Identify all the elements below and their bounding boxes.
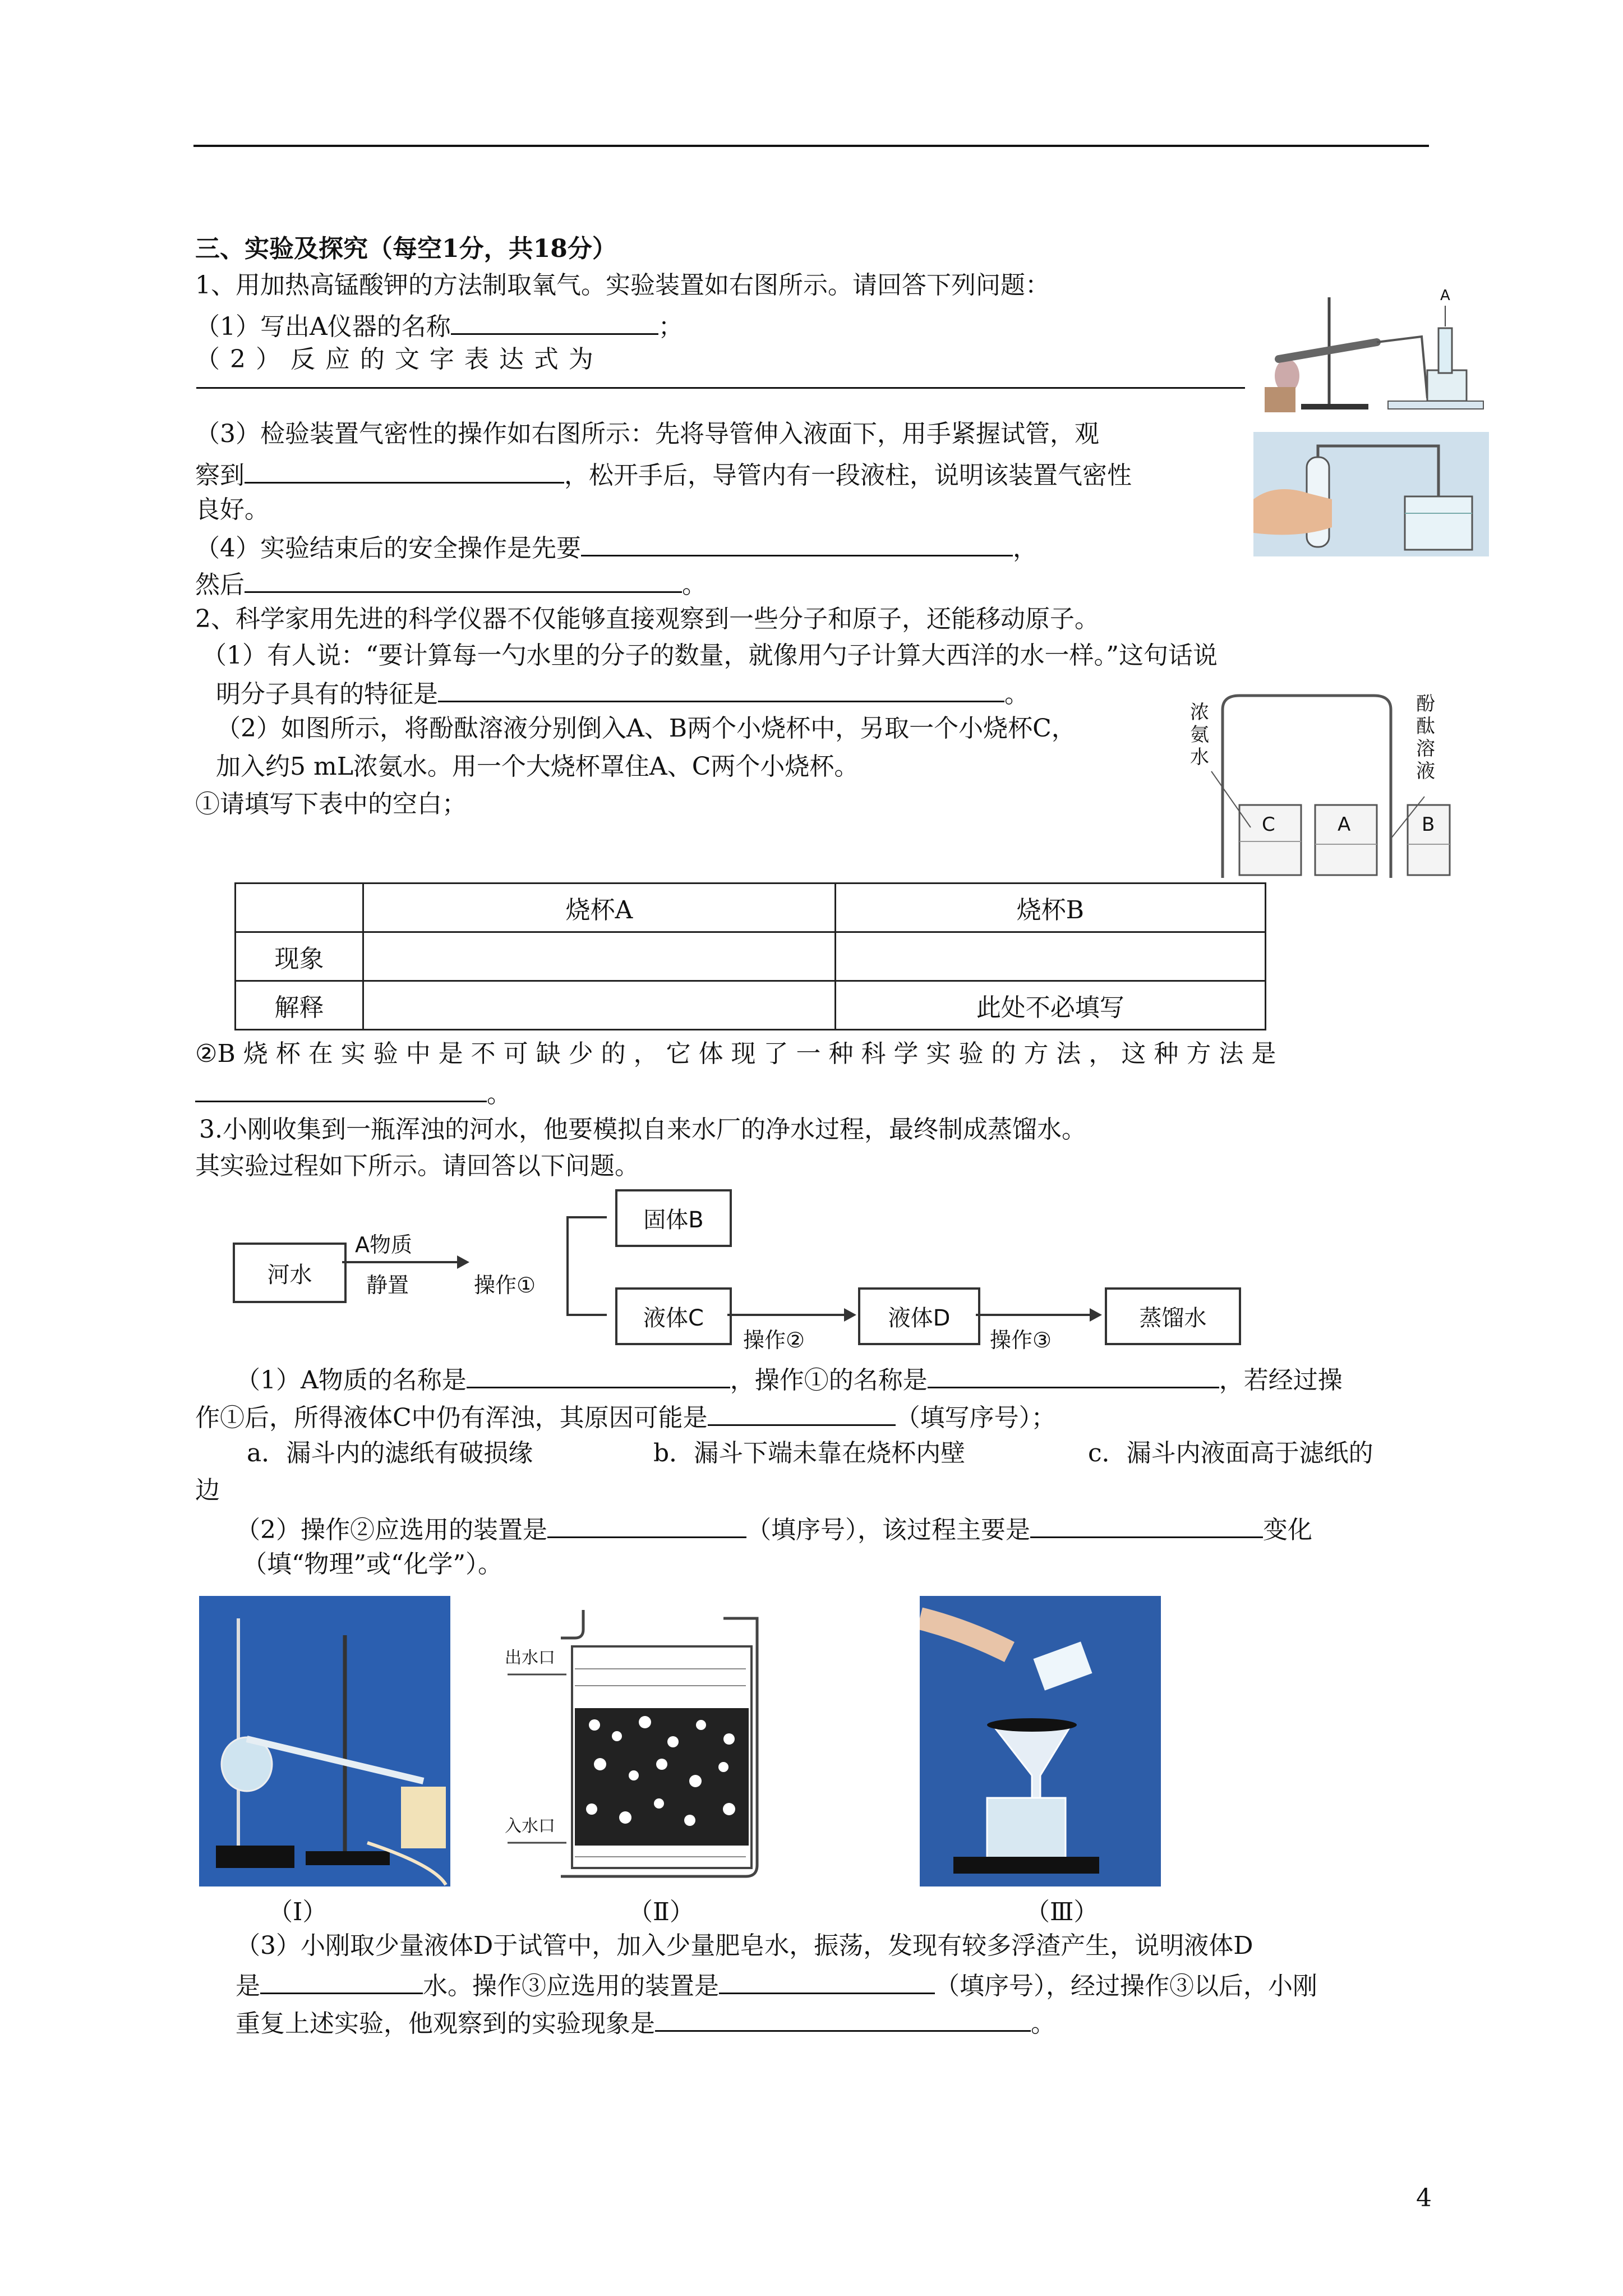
q1-part4-text: （4）实验结束后的安全操作是先要 <box>195 534 581 563</box>
filtration-drawing <box>920 1596 1161 1887</box>
flow-label-op1: 操作① <box>474 1273 536 1297</box>
q3-p2-text2: （填序号），该过程主要是 <box>746 1516 1030 1544</box>
q1-blank-4[interactable] <box>581 530 1013 556</box>
q3-p1-text2: ，操作①的名称是 <box>730 1366 928 1395</box>
section-title: 三、实验及探究（每空1分，共18分） <box>195 234 617 263</box>
q1-blank-1[interactable] <box>451 309 658 335</box>
distillation-apparatus-photo <box>199 1596 450 1887</box>
header-rule <box>193 145 1429 147</box>
q3-blank-5[interactable] <box>1030 1512 1263 1538</box>
q1-part4b-end: 。 <box>682 570 707 599</box>
q2-part3-end: 。 <box>487 1080 511 1108</box>
table-header-cell: 烧杯B <box>835 884 1265 932</box>
flow-liquid-d: 液体D <box>858 1287 980 1345</box>
apparatus-label-a: A <box>1440 287 1450 304</box>
beaker-table <box>234 882 1266 1030</box>
q2-part2-line3: ①请填写下表中的空白； <box>195 790 467 818</box>
oxygen-apparatus-drawing <box>1253 286 1489 418</box>
q2-part2-line1: （2）如图所示，将酚酞溶液分别倒入A、B两个小烧杯中，另取一个小烧杯C， <box>216 714 1076 743</box>
q3-option-c: c．漏斗内液面高于滤纸的 <box>1088 1439 1373 1467</box>
q3-p1-text3: ，若经过操 <box>1219 1366 1343 1395</box>
q1-part3-post: ，松开手后，导管内有一段液柱，说明该装置气密性 <box>564 461 1132 490</box>
q3-p2-text1: （2）操作②应选用的装置是 <box>236 1516 547 1544</box>
beaker-figure <box>1189 687 1453 881</box>
q1-part4-line2 <box>195 567 707 601</box>
flow-label-settle: 静置 <box>366 1273 409 1297</box>
q1-part1-text: （1）写出A仪器的名称 <box>195 312 451 341</box>
q3-blank-6[interactable] <box>260 1968 423 1994</box>
q3-part2-line2: （填“物理”或“化学”）。 <box>242 1550 502 1579</box>
q1-blank-3[interactable] <box>245 457 564 484</box>
airtightness-drawing <box>1253 432 1489 556</box>
q1-part3-line3: 良好。 <box>195 495 269 524</box>
q2-blank-1[interactable] <box>438 676 1004 702</box>
q1-part1-end: ； <box>658 312 683 341</box>
filtration-photo <box>920 1596 1161 1887</box>
q2-part2-line2: 加入约5 mL浓氨水。用一个大烧杯罩住A、C两个小烧杯。 <box>216 752 859 781</box>
q3-blank-4[interactable] <box>547 1512 746 1538</box>
q2-part3-line2 <box>195 1076 511 1111</box>
q3-blank-1[interactable] <box>467 1362 730 1388</box>
table-cell: 此处不必填写 <box>835 981 1265 1030</box>
q3-p1b-text2: （填写序号）； <box>895 1404 1056 1432</box>
table-cell: 解释 <box>236 981 363 1030</box>
flow-river-water: 河水 <box>233 1243 347 1303</box>
q2-part1-text: 明分子具有的特征是 <box>216 680 438 708</box>
fig-label-b: B <box>1422 813 1435 836</box>
q2-part1-end: 。 <box>1004 680 1029 708</box>
caption-ii: （Ⅱ） <box>628 1898 694 1926</box>
flow-solid-b: 固体B <box>615 1189 732 1247</box>
arrowhead-icon <box>1090 1308 1102 1322</box>
flow-arrow-3 <box>976 1314 1094 1316</box>
q1-part2: （ 2 ） 反 应 的 文 字 表 达 式 为 <box>195 345 594 374</box>
table-cell-input[interactable] <box>363 932 836 981</box>
purification-flow <box>233 1189 1242 1352</box>
q3-p3c-text2: 。 <box>1031 2009 1055 2038</box>
q1-part3-line2 <box>195 457 1132 492</box>
q1-part3-line1: （3）检验装置气密性的操作如右图所示：先将导管伸入液面下，用手紧握试管，观 <box>195 420 1099 448</box>
q3-option-b: b．漏斗下端未靠在烧杯内壁 <box>653 1439 966 1467</box>
q2-part3-line1: ②B 烧 杯 在 实 验 中 是 不 可 缺 少 的 ， 它 体 现 了 一 种 科 学 实 验 的 方 法 ， 这 种 方 法 是 <box>195 1039 1276 1068</box>
flow-branch-top <box>566 1216 607 1218</box>
inlet-label: 入水口 <box>505 1816 555 1836</box>
flow-label-op2: 操作② <box>743 1328 805 1352</box>
q1-stem: 1、用加热高锰酸钾的方法制取氧气。实验装置如右图所示。请回答下列问题： <box>195 271 1050 300</box>
table-cell: 现象 <box>236 932 363 981</box>
q1-blank-2[interactable] <box>196 387 1245 389</box>
q2-part1-line2 <box>216 676 1029 711</box>
fig-label-c: C <box>1262 813 1275 836</box>
q1-part4b-text: 然后 <box>195 570 245 599</box>
outlet-label: 出水口 <box>505 1648 555 1668</box>
q1-part3-pre: 察到 <box>195 461 245 490</box>
q2-blank-2[interactable] <box>195 1076 487 1102</box>
q3-stem-2: 其实验过程如下所示。请回答以下问题。 <box>195 1152 639 1180</box>
purifier-drawing <box>499 1596 766 1885</box>
flow-label-a-substance: A物质 <box>355 1232 412 1257</box>
caption-iii: （Ⅲ） <box>1025 1898 1099 1926</box>
q3-stem-1: 3.小刚收集到一瓶浑浊的河水，他要模拟自来水厂的净水过程，最终制成蒸馏水。 <box>199 1115 1086 1144</box>
q3-part3-line1: （3）小刚取少量液体D于试管中，加入少量肥皂水，振荡，发现有较多浮渣产生，说明液体D <box>236 1931 1253 1960</box>
q1-blank-5[interactable] <box>245 567 682 593</box>
flow-arrow-1 <box>342 1261 463 1263</box>
arrowhead-icon <box>457 1255 469 1269</box>
fig-label-a: A <box>1338 813 1351 836</box>
q3-option-c-cont: 边 <box>195 1476 220 1504</box>
q1-part4-line1 <box>195 530 1038 565</box>
q3-p3-text3: （填序号），经过操作③以后，小刚 <box>935 1972 1317 2000</box>
q2-stem: 2、科学家用先进的科学仪器不仅能够直接观察到一些分子和原子，还能移动原子。 <box>195 605 1099 633</box>
fig-label-ammonia: 浓氨水 <box>1190 701 1209 769</box>
q3-part3-line2 <box>236 1968 1317 2003</box>
q3-p1-text1: （1）A物质的名称是 <box>236 1366 467 1395</box>
q3-p3-text2: 水。操作③应选用的装置是 <box>423 1972 719 2000</box>
table-cell-input[interactable] <box>363 981 836 1030</box>
q3-p3c-text1: 重复上述实验，他观察到的实验现象是 <box>236 2009 655 2038</box>
distillation-drawing <box>199 1596 450 1887</box>
table-row <box>236 981 1266 1030</box>
q3-p3-text1: 是 <box>236 1972 260 2000</box>
q1-part4-end: ， <box>1013 534 1038 563</box>
q3-part2-line1 <box>236 1512 1312 1547</box>
q2-part1-line1: （1）有人说：“要计算每一勺水里的分子的数量，就像用勺子计算大西洋的水一样。”这句话说 <box>202 641 1218 670</box>
table-header-cell: 烧杯A <box>363 884 836 932</box>
q1-part1 <box>195 309 683 343</box>
fig-label-phenolphthalein: 酚酞溶液 <box>1416 693 1435 783</box>
caption-i: （Ⅰ） <box>268 1898 328 1926</box>
page-number: 4 <box>1416 2184 1432 2212</box>
q3-option-a: a．漏斗内的滤纸有破损缘 <box>247 1439 533 1467</box>
table-cell-input[interactable] <box>835 932 1265 981</box>
flow-liquid-c: 液体C <box>615 1287 732 1345</box>
oxygen-apparatus-figure <box>1253 286 1489 418</box>
q3-part1-line2 <box>195 1400 1056 1434</box>
table-row <box>236 932 1266 981</box>
flow-arrow-2 <box>727 1314 848 1316</box>
flow-branch-line <box>566 1216 569 1316</box>
q3-blank-7[interactable] <box>719 1968 935 1994</box>
q3-part3-line3 <box>236 2005 1055 2040</box>
q3-p2-text3: 变化 <box>1263 1516 1312 1544</box>
q3-p1b-text1: 作①后，所得液体C中仍有浑浊，其原因可能是 <box>195 1404 708 1432</box>
q3-blank-3[interactable] <box>708 1400 896 1426</box>
q3-part1-line1 <box>236 1362 1343 1397</box>
table-header-row <box>236 884 1266 932</box>
purifier-diagram <box>499 1596 766 1885</box>
q3-blank-8[interactable] <box>655 2005 1031 2032</box>
arrowhead-icon <box>844 1308 856 1322</box>
beaker-drawing <box>1189 687 1453 881</box>
airtightness-figure <box>1253 432 1489 556</box>
flow-distilled-water: 蒸馏水 <box>1105 1287 1241 1345</box>
flow-branch-bottom <box>566 1314 607 1316</box>
flow-label-op3: 操作③ <box>990 1328 1052 1352</box>
q3-blank-2[interactable] <box>928 1362 1219 1388</box>
table-header-cell <box>236 884 363 932</box>
